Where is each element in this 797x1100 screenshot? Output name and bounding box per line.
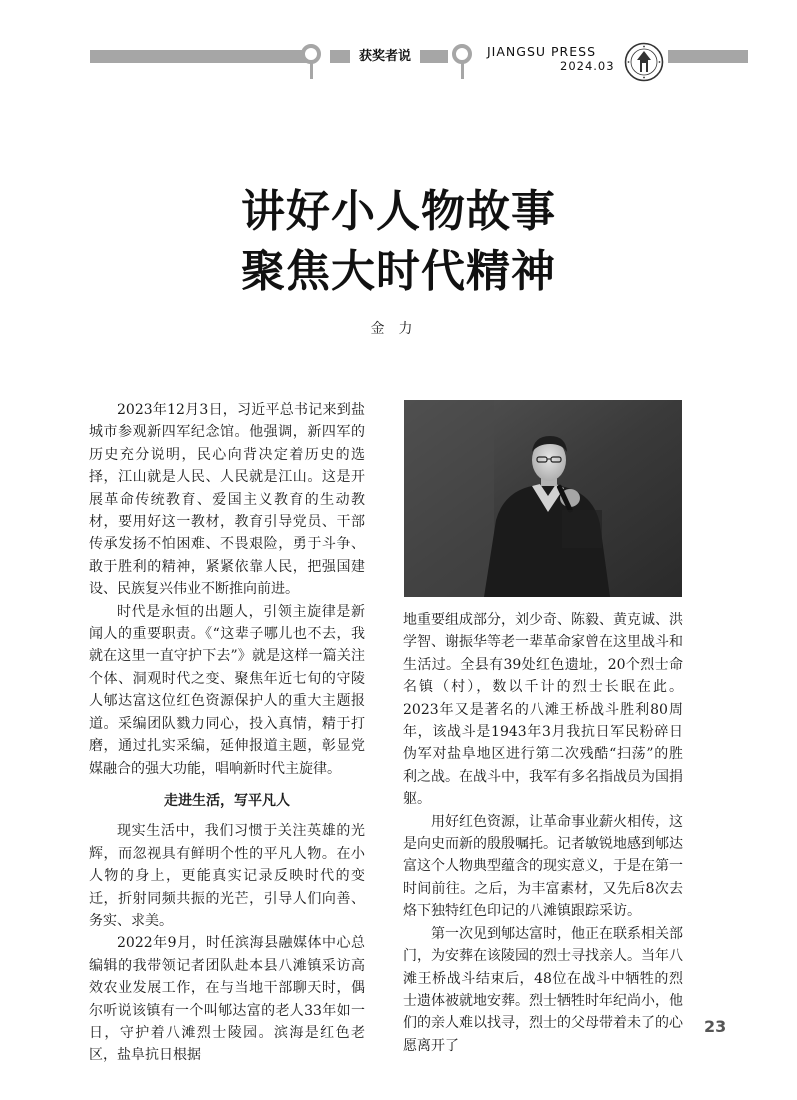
- section-subheading: 走进生活，写平凡人: [164, 792, 290, 809]
- paragraph: 时代是永恒的出题人，引领主旋律是新闻人的重要职责。《“这辈子哪儿也不去，我就在这里一直守护下去”》就是这样一篇关注个体、洞观时代之变、聚焦年近七旬的守陵人郇达富这位红色资源保护人的重大主题报道。采编团队戮力同心，投入真情，精于打磨，通过扎实采编，延伸报道主题，彰显党媒融合的强大功能，唱响新时代主旋律。: [89, 603, 365, 777]
- right-column: [403, 609, 683, 1057]
- page-number: 23: [704, 1017, 727, 1036]
- paragraph: 2023年12月3日，习近平总书记来到盐城市参观新四军纪念馆。他强调，新四军的历史充分说明，民心向背决定着历史的选择，江山就是人民、人民就是江山。这是开展革命传统教育、爱国主义教育的生动教材，要用好这一教材，教育引导党员、干部传承发扬不怕困难、不畏艰险，勇于斗争、敢于胜利的精神，紧紧依靠人民，把强国建设、民族复兴伟业不断推向前进。: [89, 402, 365, 598]
- left-column: [89, 399, 365, 1067]
- section-label: 获奖者说: [350, 50, 420, 64]
- article-title-line-2: 聚焦大时代精神: [241, 246, 556, 297]
- article-title-line-1: 讲好小人物故事: [241, 186, 556, 237]
- pin-icon: [452, 44, 472, 64]
- author-speaking-photo: [404, 400, 682, 597]
- header-bar-right: [668, 50, 748, 63]
- pin-icon: [301, 44, 321, 64]
- paragraph: 现实生活中，我们习惯于关注英雄的光辉，而忽视具有鲜明个性的平凡人物。在小人物的身上，更能真实记录反映时代的变迁，折射同频共振的光芒，引导人们向善、务实、求美。: [89, 823, 365, 929]
- paragraph: 地重要组成部分，刘少奇、陈毅、黄克诚、洪学智、谢振华等老一辈革命家曾在这里战斗和生活过。全县有39处红色遗址，20个烈士命名镇（村），数以千计的烈士长眠在此。2023年又是著名的八滩王桥战斗胜利80周年，该战斗是1943年3月我抗日军民粉碎日伪军对盐阜地区进行第二次残酷“扫荡”的胜利之战。在战斗中，我军有多名指战员为国捐躯。: [403, 612, 683, 808]
- author-name: 金力: [370, 321, 427, 337]
- publication-name: JIANGSU PRESS: [487, 44, 597, 59]
- paragraph: 第一次见到郇达富时，他正在联系相关部门，为安葬在该陵园的烈士寻找亲人。当年八滩王桥战斗结束后，48位在战斗中牺牲的烈士遗体被就地安葬。烈士牺牲时年纪尚小，他们的亲人难以找寻，烈士的父母带着未了的心愿离开了: [403, 925, 683, 1054]
- paragraph: 用好红色资源，让革命事业薪火相传，这是向史而新的殷殷嘱托。记者敏锐地感到郇达富这个人物典型蕴含的现实意义，于是在第一时间前往。之后，为丰富素材，又先后8次去烙下独特红色印记的八滩镇跟踪采访。: [403, 813, 683, 920]
- issue-number: 2024.03: [560, 59, 615, 73]
- paragraph: 2022年9月，时任滨海县融媒体中心总编辑的我带领记者团队赴本县八滩镇采访高效农业发展工作，在与当地干部聊天时，偶尔听说该镇有一个叫郇达富的老人33年如一日，守护着八滩烈士陵园。滨海是红色老区，盐阜抗日根据: [89, 935, 365, 1064]
- speaker-photo-illustration: [404, 400, 682, 597]
- header-bar-left: [90, 50, 308, 63]
- magazine-logo-icon: [624, 42, 664, 82]
